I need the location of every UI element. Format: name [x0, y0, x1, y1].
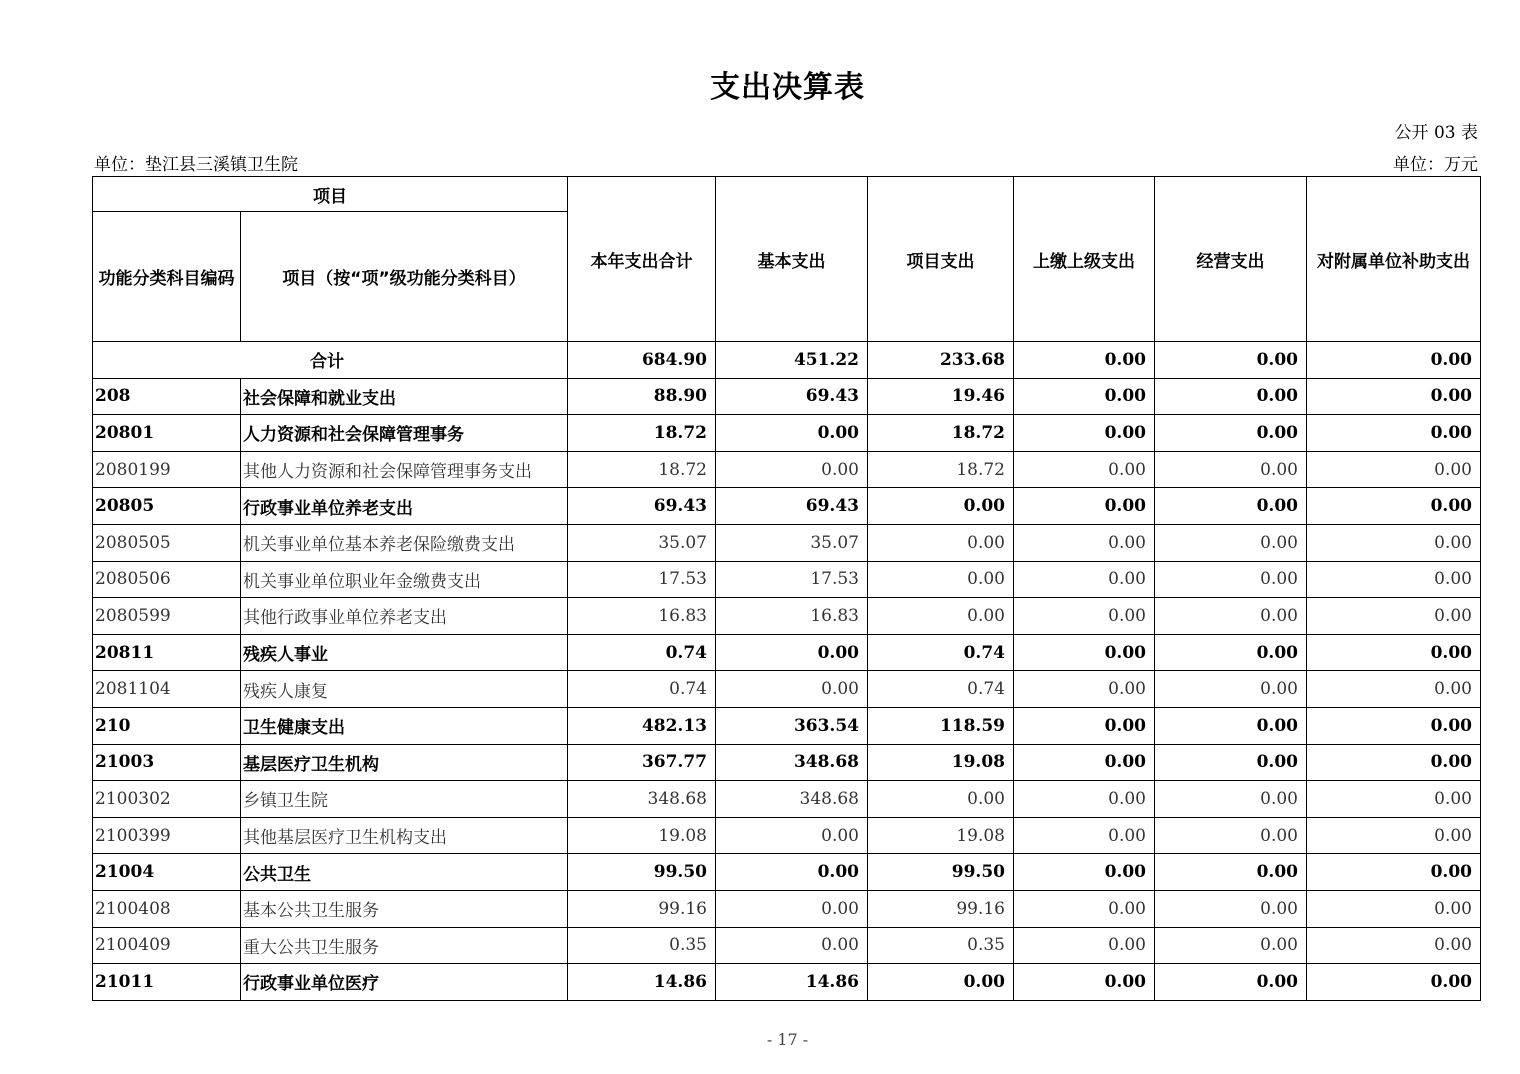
subsidiary-cell: 0.00	[1307, 524, 1481, 561]
upper-cell: 0.00	[1014, 964, 1155, 1001]
project-cell: 0.00	[868, 524, 1014, 561]
item-name-cell: 卫生健康支出	[241, 707, 568, 744]
item-name-cell: 社会保障和就业支出	[241, 378, 568, 415]
upper-cell: 0.00	[1014, 744, 1155, 781]
project-cell: 233.68	[868, 342, 1014, 379]
subsidiary-cell: 0.00	[1307, 707, 1481, 744]
total-cell: 0.74	[568, 634, 716, 671]
unit-currency: 单位：万元	[1393, 155, 1478, 175]
subsidiary-cell: 0.00	[1307, 854, 1481, 891]
header-item: 项目（按“项”级功能分类科目）	[241, 212, 568, 342]
project-cell: 18.72	[868, 451, 1014, 488]
total-cell: 367.77	[568, 744, 716, 781]
item-name-cell: 重大公共卫生服务	[241, 927, 568, 964]
item-name-cell: 乡镇卫生院	[241, 781, 568, 818]
code-cell: 2080506	[93, 561, 241, 598]
upper-cell: 0.00	[1014, 524, 1155, 561]
header-basic: 基本支出	[716, 177, 868, 342]
item-name-cell: 机关事业单位职业年金缴费支出	[241, 561, 568, 598]
subsidiary-cell: 0.00	[1307, 561, 1481, 598]
business-cell: 0.00	[1155, 634, 1307, 671]
code-cell: 2080199	[93, 451, 241, 488]
header-code: 功能分类科目编码	[93, 212, 241, 342]
total-cell: 18.72	[568, 415, 716, 452]
total-label: 合计	[93, 342, 568, 379]
subsidiary-cell: 0.00	[1307, 781, 1481, 818]
upper-cell: 0.00	[1014, 671, 1155, 708]
table-row	[93, 890, 1481, 927]
business-cell: 0.00	[1155, 817, 1307, 854]
code-cell: 21003	[93, 744, 241, 781]
upper-cell: 0.00	[1014, 707, 1155, 744]
item-name-cell: 基层医疗卫生机构	[241, 744, 568, 781]
expenditure-table	[92, 176, 1481, 1001]
basic-cell: 348.68	[716, 781, 868, 818]
project-cell: 0.00	[868, 598, 1014, 635]
project-cell: 0.00	[868, 561, 1014, 598]
subsidiary-cell: 0.00	[1307, 415, 1481, 452]
table-row	[93, 378, 1481, 415]
business-cell: 0.00	[1155, 488, 1307, 525]
subsidiary-cell: 0.00	[1307, 451, 1481, 488]
item-name-cell: 其他行政事业单位养老支出	[241, 598, 568, 635]
basic-cell: 69.43	[716, 488, 868, 525]
business-cell: 0.00	[1155, 744, 1307, 781]
page-number: - 17 -	[766, 1030, 809, 1049]
business-cell: 0.00	[1155, 342, 1307, 379]
table-row	[93, 524, 1481, 561]
item-name-cell: 残疾人康复	[241, 671, 568, 708]
basic-cell: 35.07	[716, 524, 868, 561]
basic-cell: 451.22	[716, 342, 868, 379]
table-row	[93, 451, 1481, 488]
basic-cell: 0.00	[716, 927, 868, 964]
upper-cell: 0.00	[1014, 927, 1155, 964]
total-row	[93, 342, 1481, 379]
code-cell: 21004	[93, 854, 241, 891]
upper-cell: 0.00	[1014, 378, 1155, 415]
total-cell: 35.07	[568, 524, 716, 561]
upper-cell: 0.00	[1014, 598, 1155, 635]
header-total: 本年支出合计	[568, 177, 716, 342]
code-cell: 2080505	[93, 524, 241, 561]
basic-cell: 0.00	[716, 451, 868, 488]
business-cell: 0.00	[1155, 451, 1307, 488]
upper-cell: 0.00	[1014, 781, 1155, 818]
project-cell: 0.00	[868, 488, 1014, 525]
project-cell: 19.08	[868, 744, 1014, 781]
code-cell: 2100302	[93, 781, 241, 818]
header-project-expense: 项目支出	[868, 177, 1014, 342]
subsidiary-cell: 0.00	[1307, 378, 1481, 415]
table-row	[93, 488, 1481, 525]
table-row	[93, 781, 1481, 818]
total-cell: 69.43	[568, 488, 716, 525]
page-title: 支出决算表	[710, 70, 865, 105]
project-cell: 0.00	[868, 781, 1014, 818]
upper-cell: 0.00	[1014, 854, 1155, 891]
business-cell: 0.00	[1155, 964, 1307, 1001]
code-cell: 210	[93, 707, 241, 744]
header-project: 项目	[93, 177, 568, 212]
upper-cell: 0.00	[1014, 890, 1155, 927]
total-cell: 19.08	[568, 817, 716, 854]
table-row	[93, 964, 1481, 1001]
code-cell: 20805	[93, 488, 241, 525]
project-cell: 0.35	[868, 927, 1014, 964]
header-business: 经营支出	[1155, 177, 1307, 342]
project-cell: 19.08	[868, 817, 1014, 854]
code-cell: 20801	[93, 415, 241, 452]
project-cell: 0.74	[868, 634, 1014, 671]
basic-cell: 363.54	[716, 707, 868, 744]
basic-cell: 0.00	[716, 671, 868, 708]
code-cell: 2100399	[93, 817, 241, 854]
subsidiary-cell: 0.00	[1307, 671, 1481, 708]
total-cell: 0.35	[568, 927, 716, 964]
business-cell: 0.00	[1155, 415, 1307, 452]
subsidiary-cell: 0.00	[1307, 488, 1481, 525]
business-cell: 0.00	[1155, 524, 1307, 561]
total-cell: 99.50	[568, 854, 716, 891]
basic-cell: 69.43	[716, 378, 868, 415]
table-row	[93, 415, 1481, 452]
code-cell: 2100408	[93, 890, 241, 927]
upper-cell: 0.00	[1014, 817, 1155, 854]
subsidiary-cell: 0.00	[1307, 634, 1481, 671]
item-name-cell: 其他基层医疗卫生机构支出	[241, 817, 568, 854]
upper-cell: 0.00	[1014, 488, 1155, 525]
table-row	[93, 817, 1481, 854]
business-cell: 0.00	[1155, 890, 1307, 927]
item-name-cell: 行政事业单位医疗	[241, 964, 568, 1001]
table-row	[93, 707, 1481, 744]
header-upper: 上缴上级支出	[1014, 177, 1155, 342]
table-row	[93, 927, 1481, 964]
table-row	[93, 598, 1481, 635]
business-cell: 0.00	[1155, 598, 1307, 635]
upper-cell: 0.00	[1014, 634, 1155, 671]
total-cell: 482.13	[568, 707, 716, 744]
item-name-cell: 残疾人事业	[241, 634, 568, 671]
upper-cell: 0.00	[1014, 415, 1155, 452]
basic-cell: 348.68	[716, 744, 868, 781]
total-cell: 684.90	[568, 342, 716, 379]
project-cell: 118.59	[868, 707, 1014, 744]
total-cell: 17.53	[568, 561, 716, 598]
table-row	[93, 561, 1481, 598]
project-cell: 0.74	[868, 671, 1014, 708]
item-name-cell: 基本公共卫生服务	[241, 890, 568, 927]
business-cell: 0.00	[1155, 378, 1307, 415]
subsidiary-cell: 0.00	[1307, 342, 1481, 379]
upper-cell: 0.00	[1014, 451, 1155, 488]
business-cell: 0.00	[1155, 927, 1307, 964]
subsidiary-cell: 0.00	[1307, 598, 1481, 635]
project-cell: 99.16	[868, 890, 1014, 927]
table-row	[93, 744, 1481, 781]
total-cell: 16.83	[568, 598, 716, 635]
subsidiary-cell: 0.00	[1307, 744, 1481, 781]
form-number: 公开 03 表	[1394, 123, 1478, 143]
business-cell: 0.00	[1155, 561, 1307, 598]
basic-cell: 0.00	[716, 634, 868, 671]
basic-cell: 17.53	[716, 561, 868, 598]
subsidiary-cell: 0.00	[1307, 890, 1481, 927]
total-cell: 0.74	[568, 671, 716, 708]
subsidiary-cell: 0.00	[1307, 817, 1481, 854]
code-cell: 2080599	[93, 598, 241, 635]
project-cell: 18.72	[868, 415, 1014, 452]
code-cell: 2081104	[93, 671, 241, 708]
business-cell: 0.00	[1155, 781, 1307, 818]
table-row	[93, 671, 1481, 708]
total-cell: 348.68	[568, 781, 716, 818]
basic-cell: 0.00	[716, 890, 868, 927]
business-cell: 0.00	[1155, 707, 1307, 744]
total-cell: 88.90	[568, 378, 716, 415]
project-cell: 19.46	[868, 378, 1014, 415]
basic-cell: 0.00	[716, 415, 868, 452]
code-cell: 20811	[93, 634, 241, 671]
code-cell: 208	[93, 378, 241, 415]
item-name-cell: 其他人力资源和社会保障管理事务支出	[241, 451, 568, 488]
unit-organization: 单位：垫江县三溪镇卫生院	[94, 155, 298, 175]
code-cell: 2100409	[93, 927, 241, 964]
basic-cell: 0.00	[716, 854, 868, 891]
item-name-cell: 公共卫生	[241, 854, 568, 891]
project-cell: 99.50	[868, 854, 1014, 891]
header-subsidiary: 对附属单位补助支出	[1307, 177, 1481, 342]
total-cell: 14.86	[568, 964, 716, 1001]
code-cell: 21011	[93, 964, 241, 1001]
table-row	[93, 854, 1481, 891]
business-cell: 0.00	[1155, 671, 1307, 708]
subsidiary-cell: 0.00	[1307, 927, 1481, 964]
project-cell: 0.00	[868, 964, 1014, 1001]
total-cell: 18.72	[568, 451, 716, 488]
upper-cell: 0.00	[1014, 342, 1155, 379]
basic-cell: 16.83	[716, 598, 868, 635]
basic-cell: 0.00	[716, 817, 868, 854]
upper-cell: 0.00	[1014, 561, 1155, 598]
subsidiary-cell: 0.00	[1307, 964, 1481, 1001]
item-name-cell: 人力资源和社会保障管理事务	[241, 415, 568, 452]
table-row	[93, 634, 1481, 671]
item-name-cell: 机关事业单位基本养老保险缴费支出	[241, 524, 568, 561]
business-cell: 0.00	[1155, 854, 1307, 891]
item-name-cell: 行政事业单位养老支出	[241, 488, 568, 525]
basic-cell: 14.86	[716, 964, 868, 1001]
total-cell: 99.16	[568, 890, 716, 927]
